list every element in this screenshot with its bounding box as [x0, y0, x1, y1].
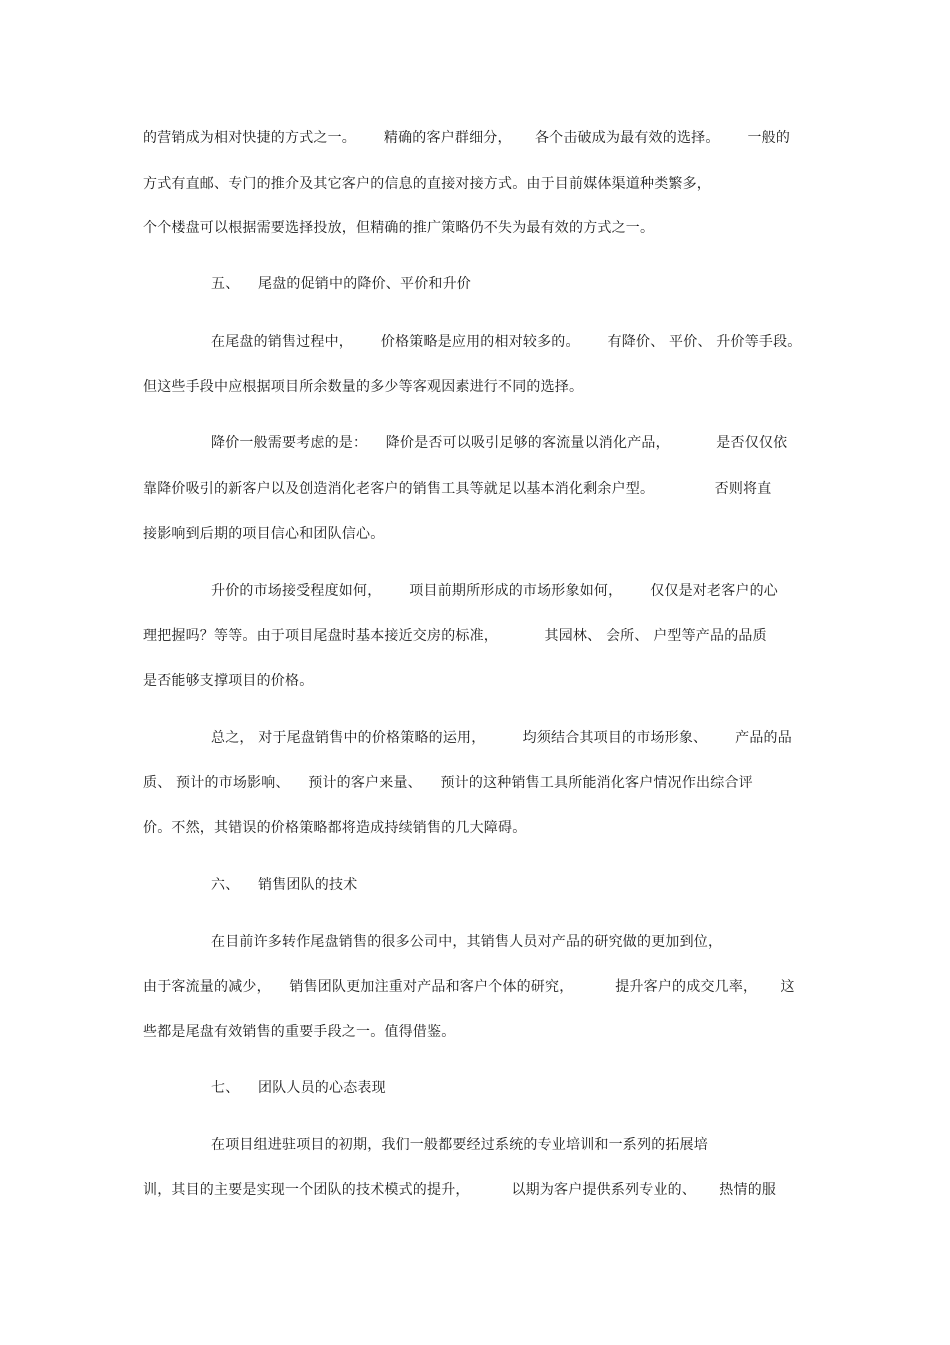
text-line: 是否能够支撑项目的价格。	[143, 673, 314, 689]
text-line: 些都是尾盘有效销售的重要手段之一。值得借鉴。	[143, 1024, 456, 1040]
text-line: 在尾盘的销售过程中， 价格策略是应用的相对较多的。 有降价、 平价、 升价等手段。	[211, 334, 802, 350]
text-line: 的营销成为相对快捷的方式之一。 精确的客户群细分， 各个击破成为最有效的选择。 一般的	[143, 130, 791, 146]
text-line: 由于客流量的减少， 销售团队更加注重对产品和客户个体的研究， 提升客户的成交几率， 这	[143, 979, 795, 995]
text-line: 理把握吗？等等。由于项目尾盘时基本接近交房的标准， 其园林、 会所、 户型等产品的品质	[143, 628, 767, 644]
text-line: 接影响到后期的项目信心和团队信心。	[143, 526, 385, 542]
text-line: 在目前许多转作尾盘销售的很多公司中，其销售人员对产品的研究做的更加到位，	[211, 934, 723, 950]
text-line: 个个楼盘可以根据需要选择投放，但精确的推广策略仍不失为最有效的方式之一。	[143, 220, 655, 236]
section-heading: 六、 销售团队的技术	[211, 877, 358, 893]
text-line: 升价的市场接受程度如何， 项目前期所形成的市场形象如何， 仅仅是对老客户的心	[211, 583, 778, 599]
text-line: 降价一般需要考虑的是： 降价是否可以吸引足够的客流量以消化产品， 是否仅仅依	[211, 435, 788, 451]
text-line: 在项目组进驻项目的初期，我们一般都要经过系统的专业培训和一系列的拓展培	[211, 1137, 708, 1153]
text-line: 总之， 对于尾盘销售中的价格策略的运用， 均须结合其项目的市场形象、 产品的品	[211, 730, 792, 746]
text-line: 训，其目的主要是实现一个团队的技术模式的提升， 以期为客户提供系列专业的、 热情的服	[143, 1182, 777, 1198]
section-heading: 七、 团队人员的心态表现	[211, 1080, 386, 1096]
text-line: 但这些手段中应根据项目所余数量的多少等客观因素进行不同的选择。	[143, 379, 584, 395]
text-line: 方式有直邮、专门的推介及其它客户的信息的直接对接方式。由于目前媒体渠道种类繁多，	[143, 176, 711, 192]
text-line: 价。不然，其错误的价格策略都将造成持续销售的几大障碍。	[143, 820, 527, 836]
section-heading: 五、 尾盘的促销中的降价、平价和升价	[211, 276, 471, 292]
text-line: 质、 预计的市场影响、 预计的客户来量、 预计的这种销售工具所能消化客户情况作出综合评	[143, 775, 753, 791]
text-line: 靠降价吸引的新客户以及创造消化老客户的销售工具等就足以基本消化剩余户型。 否则将直	[143, 481, 772, 497]
